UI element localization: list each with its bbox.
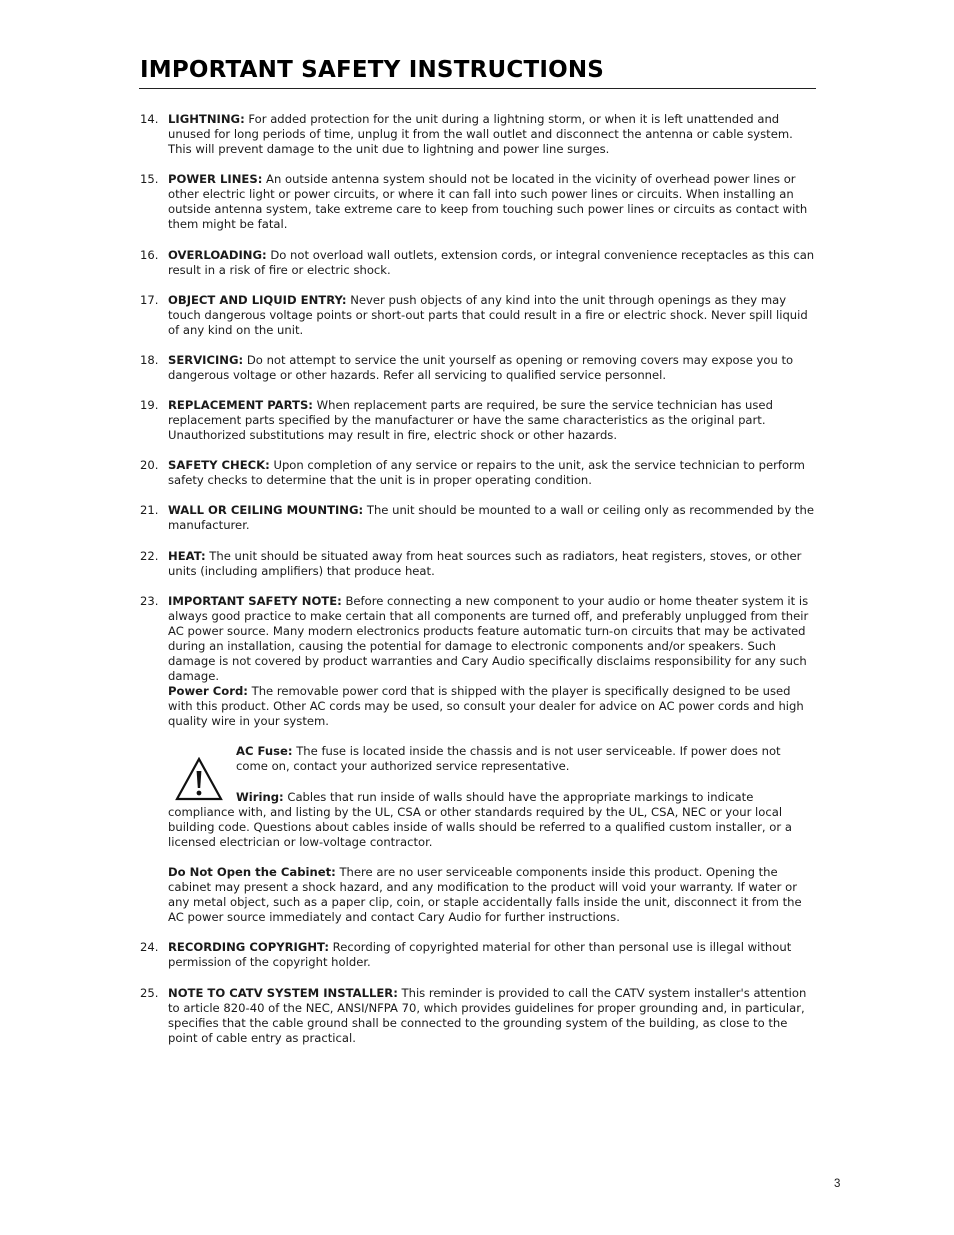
subsection-do-not-open-cabinet	[168, 865, 816, 925]
item-heading: POWER LINES:	[168, 172, 263, 186]
subsection-heading: Wiring:	[236, 790, 284, 804]
item-number: 25.	[140, 986, 159, 1000]
item-text: Never push objects of any kind into the unit through openings as they may touch dangerous voltage points or short-out parts that could result in a fire or electric shock. Never spill liquid of any kind on the unit.	[168, 293, 808, 338]
item-number: 14.	[140, 112, 159, 126]
subsection-ac-fuse	[236, 744, 816, 774]
safety-item-catv-installer-note	[140, 986, 816, 1046]
item-heading: SERVICING:	[168, 353, 244, 367]
item-text: The unit should be mounted to a wall or ceiling only as recommended by the manufacturer.	[168, 503, 814, 533]
item-number: 23.	[140, 594, 159, 608]
subsection-text: The fuse is located inside the chassis and is not user serviceable. If power does not come on, contact your authorized service representative.	[236, 744, 781, 774]
subsection-heading: Do Not Open the Cabinet:	[168, 865, 336, 879]
subsection-heading: AC Fuse:	[236, 744, 293, 758]
safety-item-lightning	[140, 112, 816, 157]
safety-item-recording-copyright	[140, 940, 816, 970]
item-heading: OBJECT AND LIQUID ENTRY:	[168, 293, 347, 307]
item-number: 24.	[140, 940, 159, 954]
item-heading: WALL OR CEILING MOUNTING:	[168, 503, 364, 517]
subsection-wiring	[168, 790, 816, 850]
item-number: 20.	[140, 458, 159, 472]
item-text: Recording of copyrighted material for other than personal use is illegal without permission of the copyright holder.	[168, 940, 792, 970]
safety-item-safety-check	[140, 458, 816, 488]
item-text: The unit should be situated away from heat sources such as radiators, heat registers, stoves, or other units (including amplifiers) that produce heat.	[168, 549, 802, 579]
subsection-text: The removable power cord that is shipped with the player is specifically designed to be used with this product. Other AC cords may be used, so consult your dealer for advice on AC power cords and high quality wire in your system.	[168, 684, 804, 729]
page-number: 3	[834, 1178, 841, 1190]
safety-item-wall-ceiling-mounting	[140, 503, 816, 533]
item-number: 18.	[140, 353, 159, 367]
item-text: Upon completion of any service or repairs to the unit, ask the service technician to perform safety checks to determine that the unit is in proper operating condition.	[168, 458, 805, 488]
item-heading: LIGHTNING:	[168, 112, 245, 126]
item-heading: IMPORTANT SAFETY NOTE:	[168, 594, 342, 608]
title-divider	[139, 88, 816, 89]
safety-item-overloading	[140, 248, 816, 278]
item-number: 22.	[140, 549, 159, 563]
item-heading: RECORDING COPYRIGHT:	[168, 940, 329, 954]
subsection-text: Cables that run inside of walls should have the appropriate markings to indicate compliance with, and listing by the UL, CSA or other standards required by the UL, CSA, NEC or your local building code. Questions about cables inside of walls should be referred to a qualified custom installer, or a licensed electrician or low-voltage contractor.	[168, 790, 792, 850]
item-text: When replacement parts are required, be sure the service technician has used replacement parts specified by the manufacturer or have the same characteristics as the original part. Unauthorized substitutions may result in fire, electric shock or other hazards.	[168, 398, 773, 443]
item-heading: NOTE TO CATV SYSTEM INSTALLER:	[168, 986, 398, 1000]
item-number: 15.	[140, 172, 159, 186]
item-heading: REPLACEMENT PARTS:	[168, 398, 313, 412]
item-text: An outside antenna system should not be located in the vicinity of overhead power lines or other electric light or power circuits, or where it can fall into such power lines or circuits. When installing an outside antenna system, take extreme care to keep from touching such power lines or circuits as contact with them might be fatal.	[168, 172, 808, 232]
item-number: 16.	[140, 248, 159, 262]
safety-item-heat	[140, 549, 816, 579]
safety-item-object-liquid-entry	[140, 293, 816, 338]
item-text: Do not attempt to service the unit yourself as opening or removing covers may expose you to dangerous voltage or other hazards. Refer all servicing to qualified service personnel.	[168, 353, 794, 383]
item-number: 19.	[140, 398, 159, 412]
safety-item-servicing	[140, 353, 816, 383]
item-text: This reminder is provided to call the CATV system installer's attention to article 820-40 of the NEC, ANSI/NFPA 70, which provides guidelines for proper grounding and, in particular, specifies that the cable ground shall be connected to the grounding system of the building, as close to the point of cable entry as practical.	[168, 986, 807, 1046]
item-number: 17.	[140, 293, 159, 307]
item-heading: SAFETY CHECK:	[168, 458, 270, 472]
subsection-heading: Power Cord:	[168, 684, 248, 698]
safety-item-power-lines	[140, 172, 816, 232]
item-heading: OVERLOADING:	[168, 248, 267, 262]
item-text: Do not overload wall outlets, extension cords, or integral convenience receptacles as this can result in a risk of fire or electric shock.	[168, 248, 815, 278]
page-title: IMPORTANT SAFETY INSTRUCTIONS	[140, 57, 605, 83]
subsection-text: There are no user serviceable components inside this product. Opening the cabinet may present a shock hazard, and any modification to the product will void your warranty. If water or any metal object, such as a paper clip, coin, or staple accidentally falls inside the unit, disconnect it from the AC power source immediately and contact Cary Audio for further instructions.	[168, 865, 802, 925]
item-heading: HEAT:	[168, 549, 206, 563]
subsection-power-cord	[168, 684, 816, 729]
safety-item-important-safety-note	[140, 594, 816, 685]
item-text: For added protection for the unit during a lightning storm, or when it is left unattended and unused for long periods of time, unplug it from the wall outlet and disconnect the antenna or cable system. This will prevent damage to the unit due to lightning and power line surges.	[168, 112, 793, 157]
item-text: Before connecting a new component to your audio or home theater system it is always good practice to make certain that all components are turned off, and preferably unplugged from their AC power source. Many modern electronics products feature automatic turn-on circuits that may be activated during an installation, causing the potential for damage to electronic components and/or speakers. Such damage is not covered by product warranties and Cary Audio specifically disclaims responsibility for any such damage.	[168, 594, 809, 684]
item-number: 21.	[140, 503, 159, 517]
safety-item-replacement-parts	[140, 398, 816, 443]
